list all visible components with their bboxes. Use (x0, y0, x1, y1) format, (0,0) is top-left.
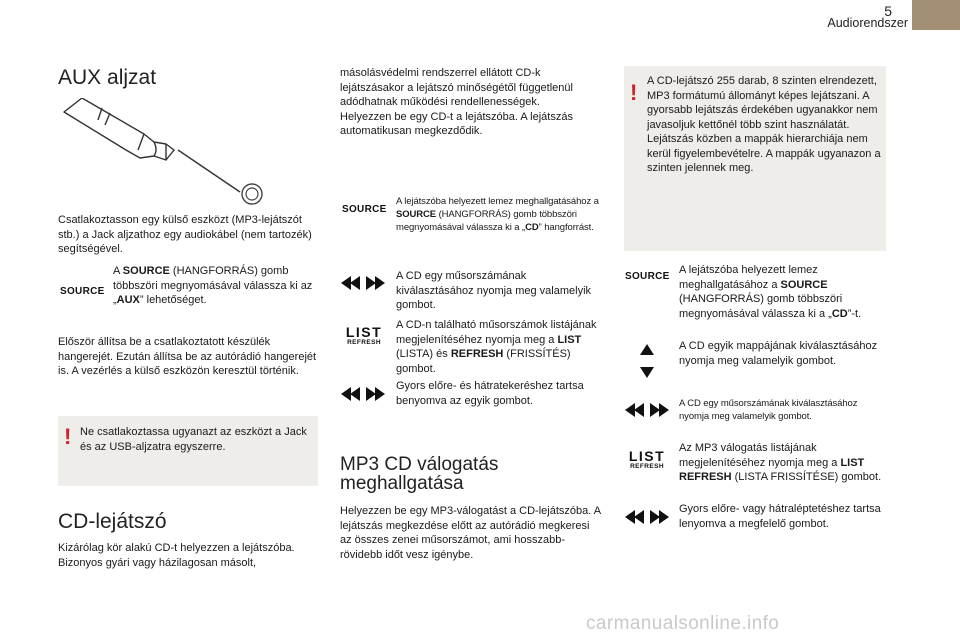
chapter-tab (912, 0, 960, 30)
aux-section-title: AUX aljzat (58, 66, 157, 89)
refresh-label: REFRESH (347, 339, 381, 346)
cd-track-text: A CD egy műsorszámának kiválasztásához nyomja meg valamelyik gombot. (396, 270, 592, 311)
mp3-folder-text: A CD egyik mappájának kiválasztásához nyomja meg valamelyik gombot. (679, 340, 878, 367)
mp3-track-text: A CD egy műsorszámának kiválasztásához nyomja meg valamelyik gombot. (679, 398, 858, 422)
mp3-warning-box (624, 66, 886, 251)
source-button-icon: SOURCE (625, 271, 670, 282)
refresh-label: REFRESH (630, 463, 664, 470)
mp3-seek-text: Gyors előre- vagy hátraléptetéshez tartsa lenyomva a megfelelő gombot. (679, 503, 881, 530)
warning-icon: ! (64, 424, 72, 449)
cd-seek-text: Gyors előre- és hátratekeréshez tartsa benyomva az egyik gombot. (396, 380, 584, 407)
mp3-title-line1: MP3 CD válogatás (340, 454, 499, 475)
cd-source-text: A lejátszóba helyezett lemez meghallgatásához a SOURCE (HANGFORRÁS) gomb többszöri megnyomásával válassza ki a „CD” hangforrást. (396, 196, 599, 233)
fast-forward-rewind-icon (341, 387, 385, 401)
folder-up-down-icon (640, 344, 654, 378)
mp3-intro-text: Helyezzen be egy MP3-válogatást a CD-lejátszóba. A lejátszás megkezdése előtt az autórádió megkeresi az összes zenei műsorszámot, ami hosszabb-rövidebb időt vesz igénybe. (340, 505, 601, 561)
list-label: LIST (628, 448, 666, 464)
mp3-section-title (340, 455, 498, 493)
cd-list-text: A CD-n található műsorszámok listájának megjelenítéséhez nyomja meg a LIST (LISTA) és REFRESH (FRISSÍTÉS) gombot. (396, 319, 597, 375)
mp3-list-text: Az MP3 válogatás listájának megjelenítéséhez nyomja meg a LIST REFRESH (LISTA FRISSÍTÉSE) gombot. (679, 442, 882, 483)
page-number: 5 (884, 3, 892, 19)
fast-forward-rewind-icon (625, 510, 669, 524)
aux-volume-text: Először állítsa be a csatlakoztatott készülék hangerejét. Ezután állítsa be az autórádió hangerejét is. A vezérlés a külső eszközön keresztül történik. (58, 336, 317, 377)
watermark: carmanualsonline.info (586, 613, 780, 634)
source-button-icon: SOURCE (342, 204, 387, 215)
aux-warning-box (58, 416, 318, 486)
cd-intro-text: Kizárólag kör alakú CD-t helyezzen a lejátszóba. Bizonyos gyári vagy házilagosan másolt, (58, 542, 295, 569)
cd-section-title: CD-lejátszó (58, 510, 167, 533)
list-refresh-button-icon (624, 449, 670, 470)
chapter-title: Audiorendszer (827, 16, 908, 30)
aux-source-text: A SOURCE (HANGFORRÁS) gomb többszöri megnyomásával válassza ki az „AUX” lehetőséget. (113, 265, 313, 306)
cd-continued-text: másolásvédelmi rendszerrel ellátott CD-k lejátszásakor a lejátszó minőségétől függetlenül adódhatnak működési rendellenességek. Helyezzen be egy CD-t a lejátszóba. A lejátszás automatikusan megkezdődik. (340, 67, 573, 137)
list-label: LIST (345, 324, 383, 340)
list-refresh-button-icon (341, 325, 387, 346)
aux-warning-text: Ne csatlakoztassa ugyanazt az eszközt a Jack és az USB-aljzatra egyszerre. (80, 426, 307, 453)
aux-intro-text: Csatlakoztasson egy külső eszközt (MP3-lejátszót stb.) a Jack aljzathoz egy audiokábel (nem tartozék) segítségével. (58, 214, 312, 255)
jack-plug-illustration (58, 98, 278, 206)
mp3-title-line2: meghallgatása (340, 473, 464, 494)
source-button-icon: SOURCE (60, 286, 105, 297)
prev-next-buttons-icon (341, 276, 385, 290)
mp3-warning-text: A CD-lejátszó 255 darab, 8 szinten elrendezett, MP3 formátumú állományt képes lejátszani. A gyorsabb lejátszás érdekében ugyanakkor nem javasoljuk kettőnél több szint használatát. Lejátszás közben a mappák hierarchiája nem kerül figyelembevételre. A mappák ugyanazon a szinten jelennek meg. (647, 75, 881, 174)
warning-icon: ! (630, 80, 638, 105)
prev-next-buttons-icon (625, 403, 669, 417)
mp3-source-text: A lejátszóba helyezett lemez meghallgatásához a SOURCE (HANGFORRÁS) gomb többszöri megnyomásával válassza ki a „CD”-t. (679, 264, 862, 320)
